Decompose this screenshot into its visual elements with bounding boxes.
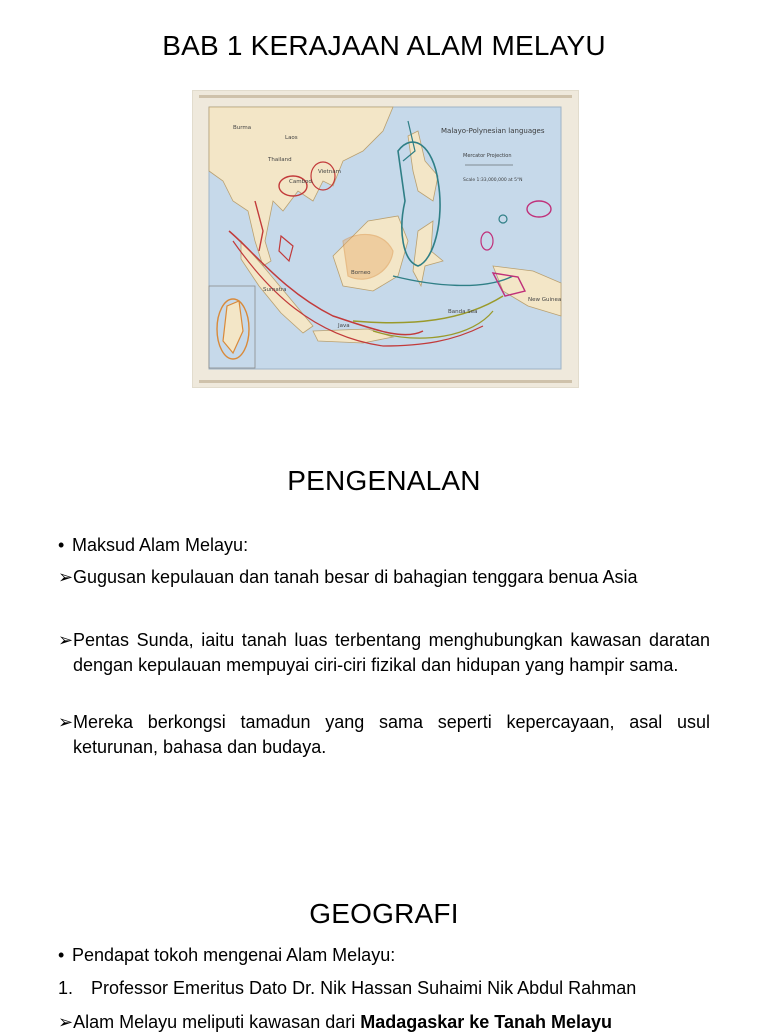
- numbered-item-1: [58, 978, 636, 999]
- bullet-dot: •: [58, 535, 65, 555]
- svg-text:Vietnam: Vietnam: [318, 169, 341, 175]
- slide-3-title: GEOGRAFI: [309, 898, 459, 929]
- svg-text:Java: Java: [338, 323, 350, 329]
- item-text: Pentas Sunda, iaitu tanah luas terbentang menghubungkan kawasan daratan dengan kepulauan mempuyai ciri-ciri fizikal dan hidupan yang hampir sama.: [73, 630, 710, 675]
- svg-text:Banda Sea: Banda Sea: [448, 309, 478, 315]
- bullet-text: Maksud Alam Melayu:: [72, 535, 249, 555]
- slide-2-title: PENGENALAN: [287, 465, 481, 496]
- item-tamadun: [58, 710, 710, 760]
- svg-text:Sumatra: Sumatra: [263, 287, 287, 293]
- svg-text:Mercator Projection: Mercator Projection: [463, 153, 512, 159]
- item-text: Professor Emeritus Dato Dr. Nik Hassan Suhaimi Nik Abdul Rahman: [91, 978, 637, 998]
- item-number: 1.: [58, 978, 74, 998]
- bullet-dot: •: [58, 945, 65, 965]
- svg-text:Malayo-Polynesian languages: Malayo-Polynesian languages: [441, 127, 545, 135]
- bullet-maksud: [58, 535, 248, 556]
- cutoff-bold: Madagaskar ke Tanah Melayu: [360, 1012, 612, 1032]
- svg-text:Laos: Laos: [285, 135, 298, 141]
- svg-text:Scale 1:33,000,000 at 5°N: Scale 1:33,000,000 at 5°N: [463, 178, 523, 183]
- map-image: [192, 90, 579, 388]
- item-gugusan: [58, 565, 710, 590]
- svg-text:Cambod.: Cambod.: [289, 179, 314, 185]
- bullet-text: Pendapat tokoh mengenai Alam Melayu:: [72, 945, 396, 965]
- cutoff-text: Alam Melayu meliputi kawasan dari: [73, 1012, 361, 1032]
- arrow-bullet: ➢: [58, 630, 74, 650]
- cutoff-line: [58, 1012, 612, 1033]
- svg-text:Burma: Burma: [233, 125, 252, 131]
- item-text: Mereka berkongsi tamadun yang sama seperti kepercayaan, asal usul keturunan, bahasa dan budaya.: [73, 712, 710, 757]
- svg-text:New Guinea: New Guinea: [528, 297, 562, 303]
- slide-1-title: BAB 1 KERAJAAN ALAM MELAYU: [162, 30, 606, 61]
- item-pentas-sunda: [58, 628, 710, 678]
- arrow-bullet: ➢: [58, 567, 74, 587]
- arrow-bullet: ➢: [58, 1012, 74, 1032]
- svg-text:Borneo: Borneo: [351, 270, 371, 276]
- arrow-bullet: ➢: [58, 712, 74, 732]
- map-svg: [193, 91, 578, 387]
- svg-text:Thailand: Thailand: [268, 157, 292, 163]
- item-text: Gugusan kepulauan dan tanah besar di bahagian tenggara benua Asia: [73, 567, 638, 587]
- bullet-pendapat: [58, 945, 395, 966]
